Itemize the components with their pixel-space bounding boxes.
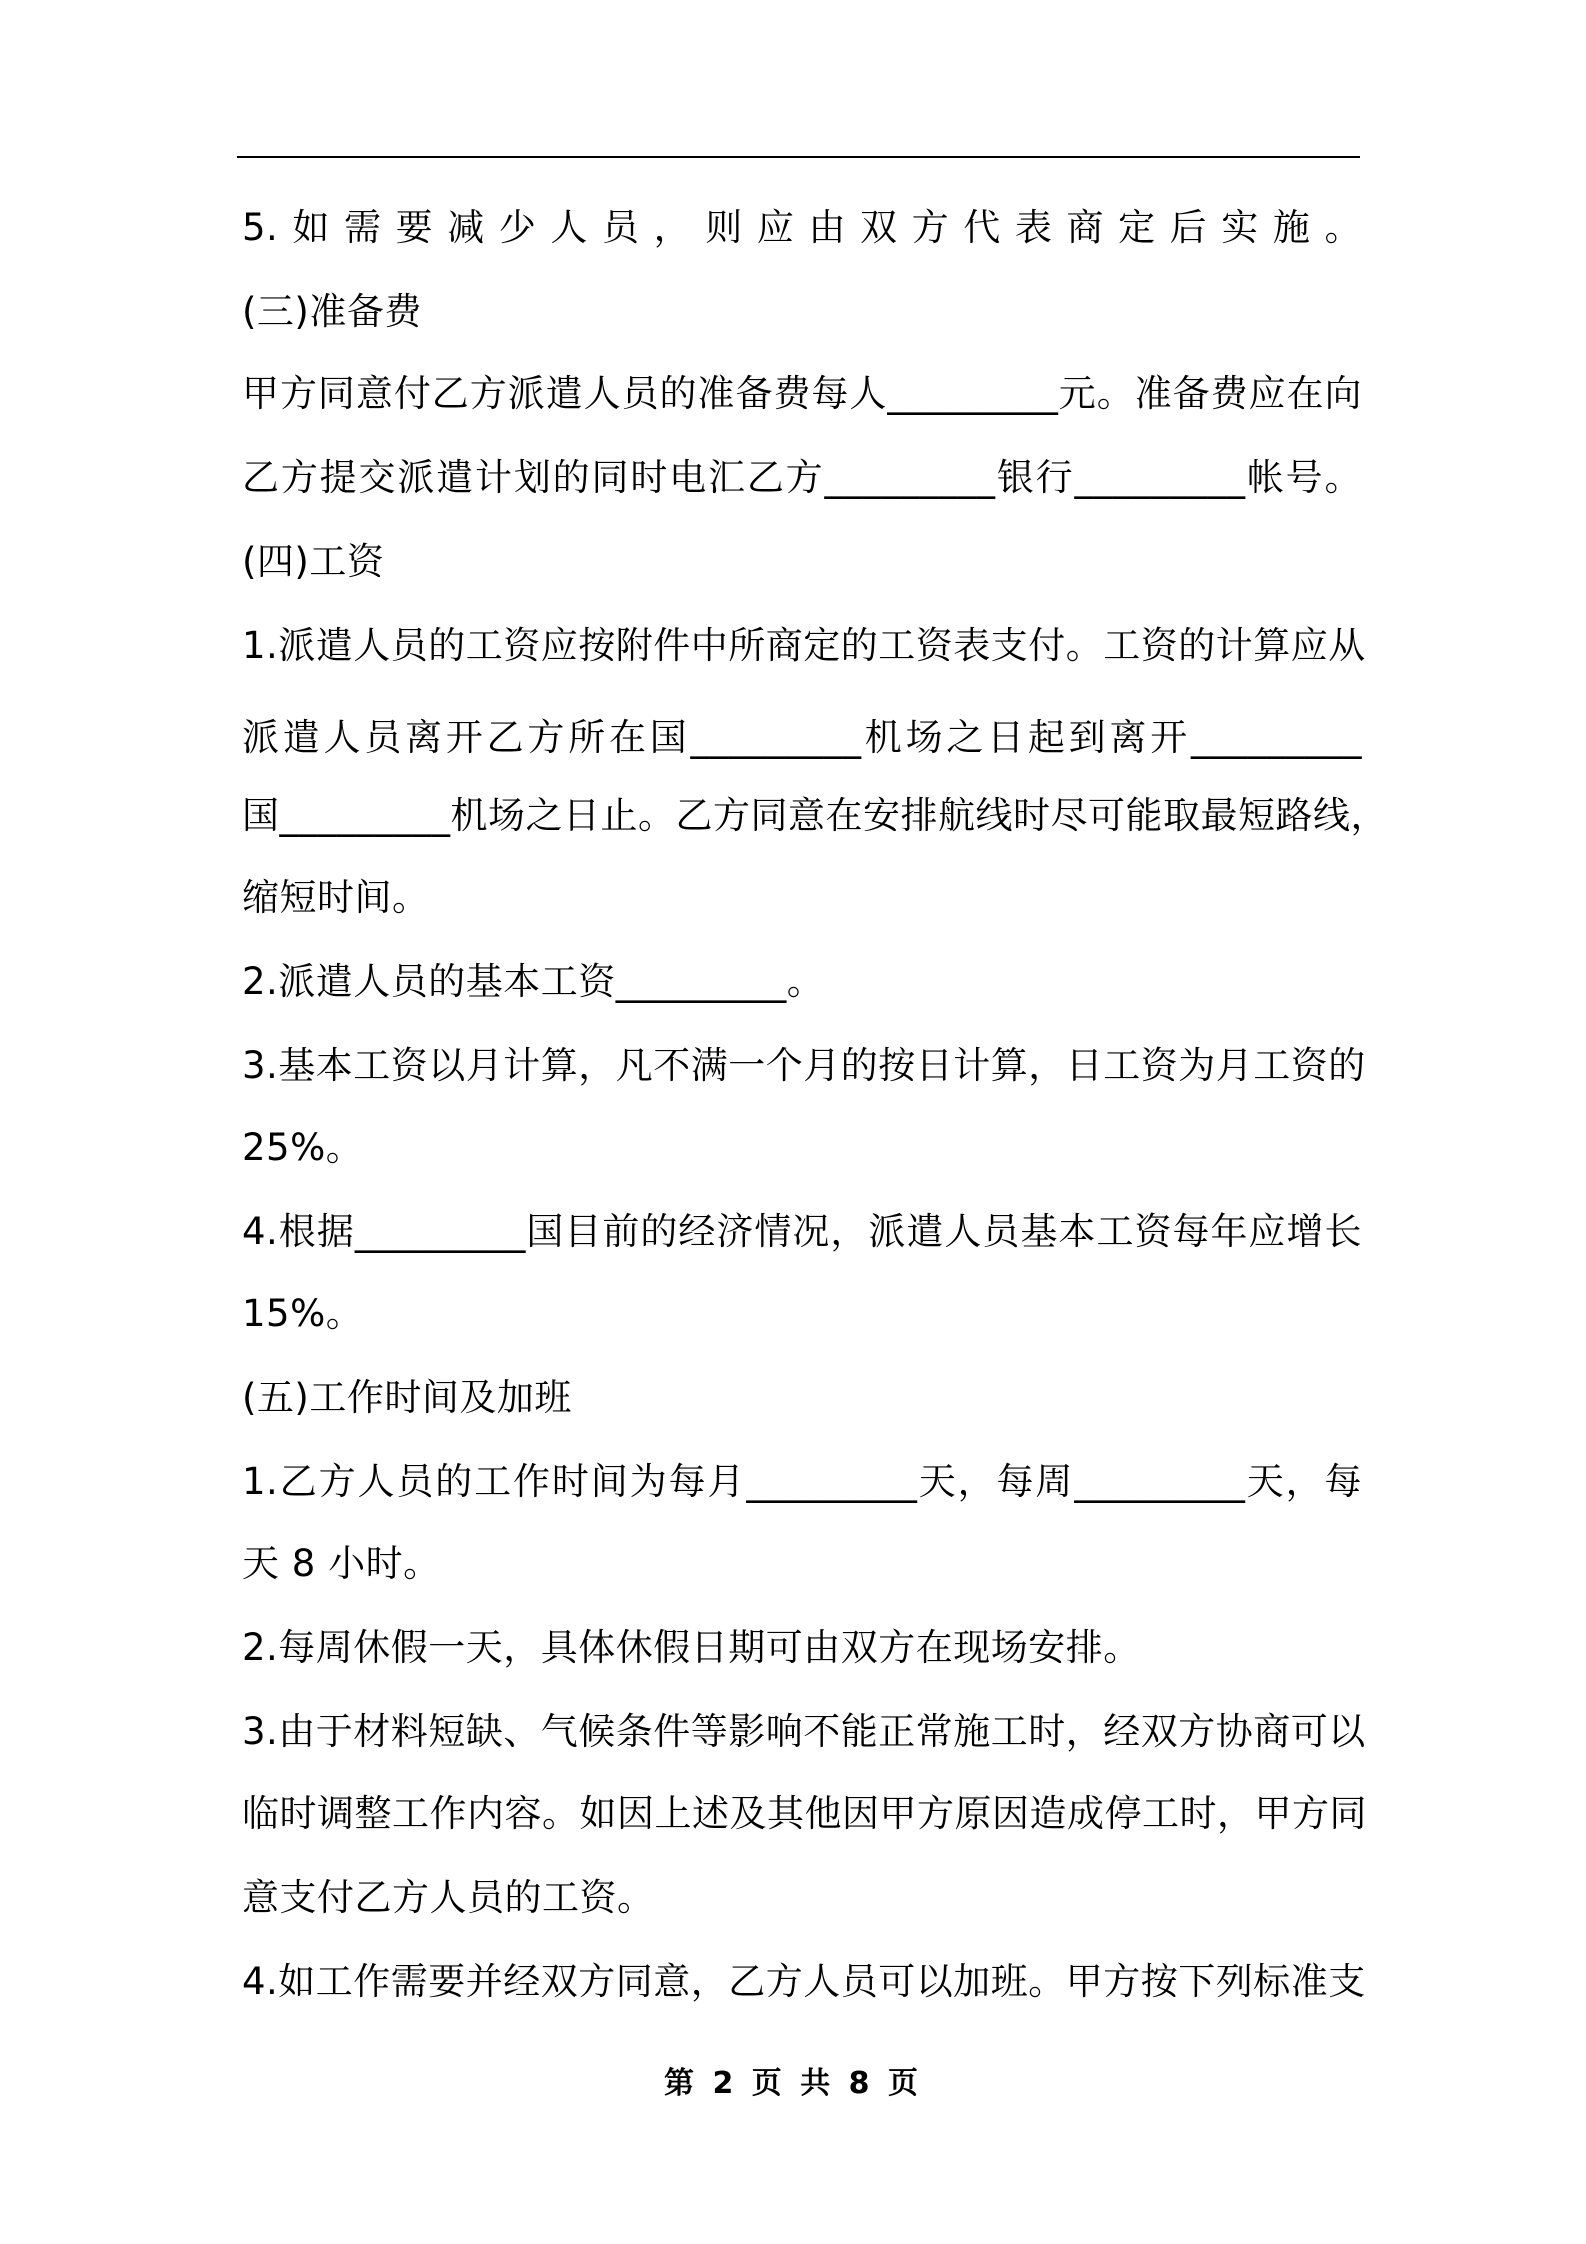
paragraph-line: 4.如工作需要并经双方同意，乙方人员可以加班。甲方按下列标准支 — [242, 1960, 1366, 2003]
header-rule — [237, 156, 1360, 158]
paragraph-line: 1.派遣人员的工资应按附件中所商定的工资表支付。工资的计算应从 — [242, 624, 1366, 667]
paragraph-line: 缩短时间。 — [242, 876, 430, 919]
paragraph-line: 天 8 小时。 — [242, 1542, 441, 1585]
paragraph-line: 派遣人员离开乙方所在国_________机场之日起到离开_________ — [242, 716, 1362, 759]
paragraph-line: 意支付乙方人员的工资。 — [242, 1876, 655, 1919]
paragraph-line: 15%。 — [242, 1292, 364, 1335]
section-heading-working-hours: (五)工作时间及加班 — [242, 1376, 572, 1419]
section-heading-wages: (四)工资 — [242, 540, 385, 583]
paragraph-line: 2.派遣人员的基本工资_________。 — [242, 960, 825, 1003]
paragraph-line: 国_________机场之日止。乙方同意在安排航线时尽可能取最短路线， — [242, 794, 1388, 837]
section-heading-preparation-fee: (三)准备费 — [242, 290, 422, 333]
paragraph-line: 1.乙方人员的工作时间为每月_________天，每周_________天，每 — [242, 1460, 1362, 1503]
paragraph-line: 5.如需要减少人员，则应由双方代表商定后实施。 — [242, 206, 1362, 249]
paragraph-line: 4.根据_________国目前的经济情况，派遣人员基本工资每年应增长 — [242, 1210, 1362, 1253]
paragraph-line: 3.由于材料短缺、气候条件等影响不能正常施工时，经双方协商可以 — [242, 1710, 1366, 1753]
page-indicator: 第 2 页 共 8 页 — [664, 2066, 922, 2101]
paragraph-line: 临时调整工作内容。如因上述及其他因甲方原因造成停工时，甲方同 — [242, 1792, 1367, 1835]
paragraph-line: 甲方同意付乙方派遣人员的准备费每人_________元。准备费应在向 — [242, 372, 1362, 415]
paragraph-line: 25%。 — [242, 1126, 364, 1169]
paragraph-line: 2.每周休假一天，具体休假日期可由双方在现场安排。 — [242, 1626, 1141, 1669]
paragraph-line: 乙方提交派遣计划的同时电汇乙方_________银行_________帐号。 — [242, 456, 1362, 499]
paragraph-line: 3.基本工资以月计算，凡不满一个月的按日计算，日工资为月工资的 — [242, 1044, 1366, 1087]
